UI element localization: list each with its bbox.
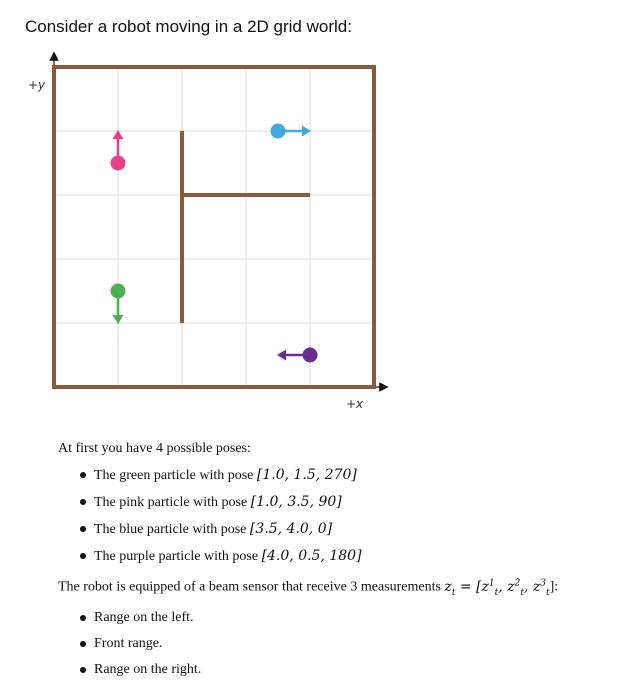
pose-item-green: The green particle with pose [1.0, 1.5, 270] xyxy=(58,462,603,489)
pose-item-purple: The purple particle with pose [4.0, 0.5, 180] xyxy=(58,543,603,570)
x-axis-label: +x xyxy=(346,397,364,411)
measurement-list xyxy=(58,605,603,683)
y-axis-label: +y xyxy=(28,78,46,92)
grid-lines xyxy=(54,67,374,387)
purple-particle-arrowhead xyxy=(277,350,286,361)
problem-text xyxy=(58,436,603,683)
pose-item-pink: The pink particle with pose [1.0, 3.5, 90] xyxy=(58,489,603,516)
outer-wall xyxy=(54,67,374,387)
sensor-text: The robot is equipped of a beam sensor that receive 3 measurements $z_t = [z^1_t$, $z^2_t$, $z^3_t$]: xyxy=(58,578,559,598)
green-particle xyxy=(111,284,126,299)
pose-list xyxy=(58,462,603,570)
intro-text: At first you have 4 possible poses: xyxy=(58,441,251,456)
pink-particle xyxy=(111,156,126,171)
blue-particle xyxy=(271,124,286,139)
heading: Consider a robot moving in a 2D grid world: xyxy=(25,17,352,36)
pose-item-blue: The blue particle with pose [3.5, 4.0, 0] xyxy=(58,516,603,543)
measurement-formula: $z_t = [z^1_t$, $z^2_t$, $z^3_t$ xyxy=(444,578,550,598)
purple-particle xyxy=(303,348,318,363)
particles xyxy=(111,124,318,363)
measurement-item-right: Range on the right. xyxy=(58,657,603,683)
measurement-item-front: Front range. xyxy=(58,631,603,657)
measurement-item-left: Range on the left. xyxy=(58,605,603,631)
